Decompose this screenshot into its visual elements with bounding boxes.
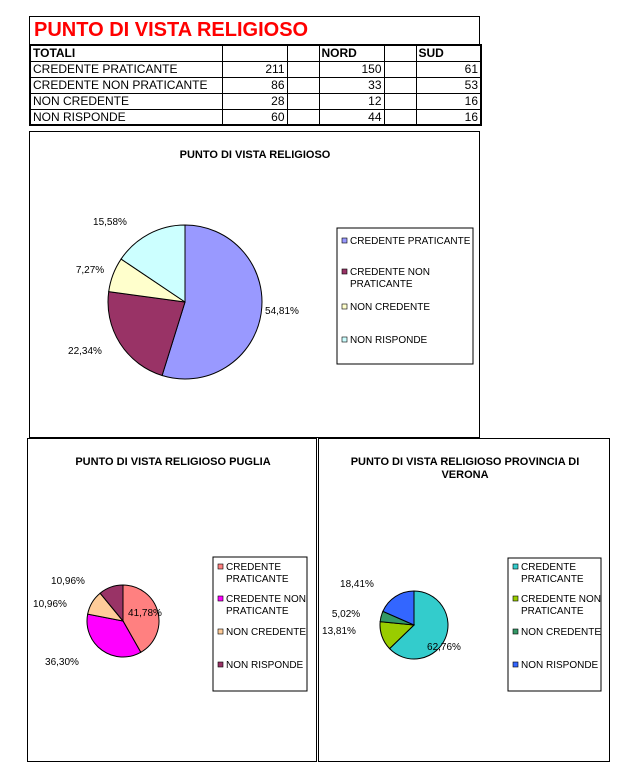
row-spacer [287, 61, 319, 77]
header-empty [287, 45, 319, 61]
row-spacer [384, 93, 416, 109]
row-totale: 28 [222, 93, 287, 109]
legend-entry: PRATICANTE [521, 574, 584, 585]
chart-main-svg [30, 132, 481, 439]
legend-entry: PRATICANTE [521, 606, 584, 617]
row-label: CREDENTE PRATICANTE [30, 61, 222, 77]
chart-title: PUNTO DI VISTA RELIGIOSO [179, 149, 331, 161]
header-totali: TOTALI [30, 45, 222, 61]
table-row [30, 93, 481, 109]
row-spacer [287, 109, 319, 125]
legend-entry: PRATICANTE [350, 279, 413, 290]
chart-verona [318, 438, 610, 762]
legend-entry: NON RISPONDE [521, 660, 599, 671]
data-label: 62,76% [427, 642, 461, 653]
legend-swatch [218, 662, 223, 667]
table-row [30, 61, 481, 77]
header-nord: NORD [319, 45, 384, 61]
header-empty [384, 45, 416, 61]
data-label: 15,58% [93, 217, 127, 228]
table-header-row [30, 45, 481, 61]
legend-swatch [218, 629, 223, 634]
legend-swatch [513, 662, 518, 667]
legend-swatch [218, 564, 223, 569]
data-label: 7,27% [75, 265, 105, 276]
header-sud: SUD [416, 45, 481, 61]
row-totale: 60 [222, 109, 287, 125]
table-row [30, 109, 481, 125]
legend-entry: CREDENTE [521, 562, 577, 573]
row-sud: 16 [416, 93, 481, 109]
legend-swatch [218, 596, 223, 601]
legend-entry: NON CREDENTE [521, 627, 602, 638]
data-label: 54,81% [265, 306, 299, 317]
chart-puglia-svg [28, 439, 318, 763]
row-label: NON RISPONDE [30, 109, 222, 125]
legend-swatch [342, 337, 347, 342]
data-label: 10,96% [51, 576, 85, 587]
row-sud: 16 [416, 109, 481, 125]
row-totale: 211 [222, 61, 287, 77]
legend-entry: NON CREDENTE [350, 302, 431, 313]
sheet-title: PUNTO DI VISTA RELIGIOSO [29, 16, 480, 44]
data-label: 36,30% [45, 657, 79, 668]
row-totale: 86 [222, 77, 287, 93]
totals-table [29, 44, 482, 126]
data-label: 5,02% [331, 609, 361, 620]
chart-verona-svg [319, 439, 611, 763]
row-sud: 61 [416, 61, 481, 77]
legend-swatch [342, 304, 347, 309]
header-empty [222, 45, 287, 61]
legend-entry: CREDENTE PRATICANTE [350, 236, 471, 247]
legend-entry: CREDENTE [226, 562, 282, 573]
row-spacer [384, 109, 416, 125]
row-spacer [384, 61, 416, 77]
row-nord: 44 [319, 109, 384, 125]
legend-entry: PRATICANTE [226, 606, 289, 617]
row-nord: 150 [319, 61, 384, 77]
row-spacer [287, 93, 319, 109]
chart-title: PUNTO DI VISTA RELIGIOSO PUGLIA [75, 456, 271, 468]
chart-main [29, 131, 480, 438]
legend-swatch [342, 238, 347, 243]
data-label: 13,81% [322, 626, 356, 637]
legend-swatch [513, 564, 518, 569]
legend-swatch [513, 629, 518, 634]
row-sud: 53 [416, 77, 481, 93]
legend-entry: CREDENTE NON [521, 594, 602, 605]
row-nord: 12 [319, 93, 384, 109]
legend-entry: NON RISPONDE [350, 335, 428, 346]
row-label: NON CREDENTE [30, 93, 222, 109]
legend-entry: CREDENTE NON [226, 594, 307, 605]
legend-entry: PRATICANTE [226, 574, 289, 585]
table-row [30, 77, 481, 93]
row-spacer [287, 77, 319, 93]
row-nord: 33 [319, 77, 384, 93]
legend-swatch [513, 596, 518, 601]
row-spacer [384, 77, 416, 93]
chart-puglia [27, 438, 317, 762]
legend-entry: NON CREDENTE [226, 627, 307, 638]
data-label: 41,78% [128, 608, 162, 619]
row-label: CREDENTE NON PRATICANTE [30, 77, 222, 93]
chart-title: PUNTO DI VISTA RELIGIOSO PROVINCIA DI VERONA [350, 456, 580, 481]
data-label: 18,41% [340, 579, 374, 590]
data-label: 10,96% [33, 599, 67, 610]
data-label: 22,34% [68, 346, 102, 357]
legend-swatch [342, 269, 347, 274]
legend-entry: CREDENTE NON [350, 267, 431, 278]
legend-entry: NON RISPONDE [226, 660, 304, 671]
